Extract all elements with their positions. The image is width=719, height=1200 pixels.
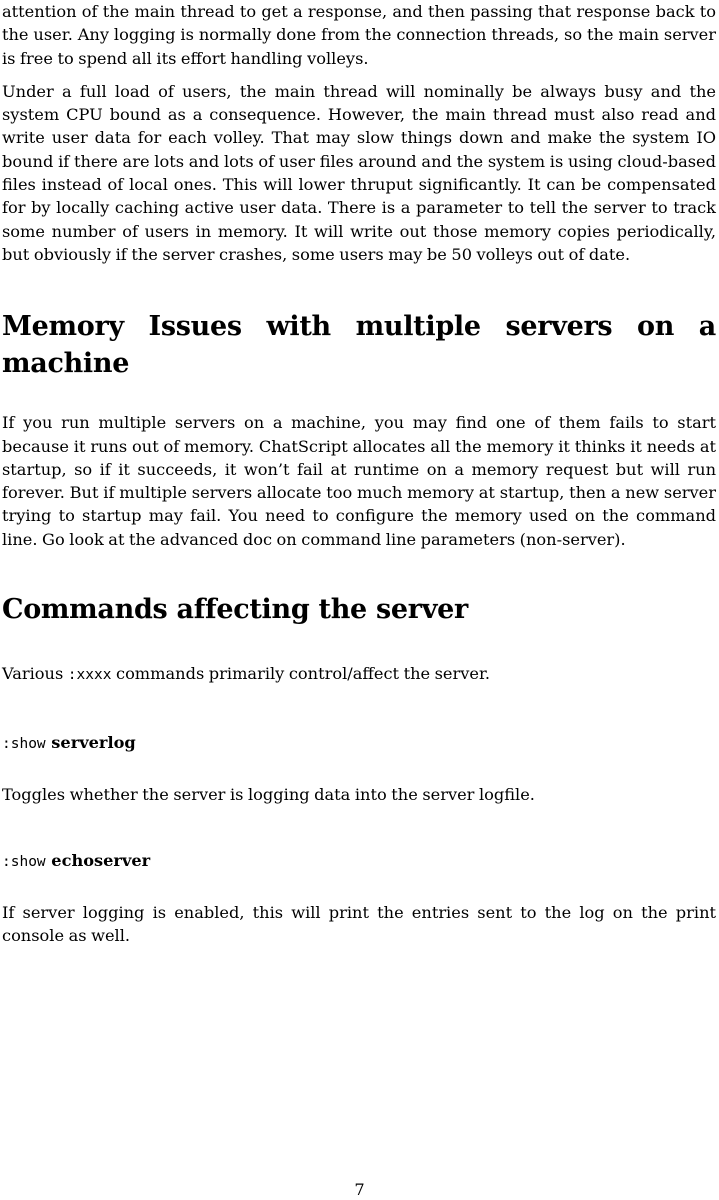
paragraph-commands-intro [2,662,716,687]
page-number: 7 [354,1180,365,1199]
document-page [2,0,716,947]
intro-text-after: commands primarily control/affect the server. [111,664,491,684]
paragraph-memory-issues: If you run multiple servers on a machine, you may find one of them fails to start because it runs out of memory. ChatScript allocates all the memory it thinks it needs at startup, so if it succeeds, it won’t fail at runtime on a memory request but will run forever. But if multiple servers allocate too much memory at startup, then a new server trying to startup may fail. You need to configure the memory used on the command line. Go look at the advanced doc on command line parameters (non-server). [2,413,716,549]
command-name-serverlog: serverlog [45,733,136,753]
paragraph-serverlog-description: Toggles whether the server is logging data into the server logfile. [2,785,535,805]
command-code-show: :show [2,853,46,870]
subheading-show-serverlog [2,731,716,756]
heading-commands-affecting-server: Commands affecting the server [2,594,468,626]
intro-text-before: Various [2,664,68,684]
paragraph-connection-threads: attention of the main thread to get a response, and then passing that response back to the user. Any logging is normally done from the connection threads, so the main server is free to spend all its effort handling volleys. [2,2,716,68]
paragraph-full-load: Under a full load of users, the main thread will nominally be always busy and the system CPU bound as a consequence. However, the main thread must also read and write user data for each volley. That may slow things down and make the system IO bound if there are lots and lots of user files around and the system is using cloud-based files instead of local ones. This will lower thruput significantly. It can be compensated for by locally caching active user data. There is a parameter to tell the server to track some number of users in memory. It will write out those memory copies periodically, but obviously if the server crashes, some users may be 50 volleys out of date. [2,81,716,264]
command-code-show: :show [2,736,46,753]
heading-memory-issues: Memory Issues with multiple servers on a machine [2,311,716,380]
intro-code-xxxx: :xxxx [67,667,112,684]
paragraph-echoserver-description: If server logging is enabled, this will print the entries sent to the log on the print console as well. [2,902,716,945]
command-name-echoserver: echoserver [45,850,151,870]
subheading-show-echoserver [2,849,716,874]
